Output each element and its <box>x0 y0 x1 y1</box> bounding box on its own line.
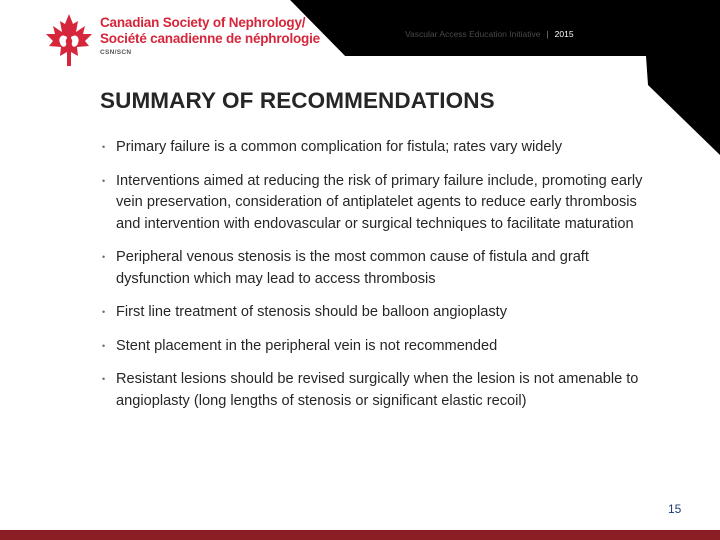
slide-title: SUMMARY OF RECOMMENDATIONS <box>100 88 495 113</box>
footer-bar <box>0 530 720 540</box>
org-abbreviation: CSN/SCN <box>100 49 132 56</box>
list-item <box>100 171 660 236</box>
bullet-marker: • <box>102 142 106 152</box>
header-initiative <box>405 29 574 39</box>
list-item <box>100 369 660 412</box>
initiative-label: Vascular Access Education Initiative <box>405 29 541 39</box>
bullet-marker: • <box>102 307 106 317</box>
list-item <box>100 137 660 159</box>
list-item <box>100 247 660 290</box>
org-name-english: Canadian Society of Nephrology/ <box>100 15 306 30</box>
recommendations-list <box>100 137 660 424</box>
list-item <box>100 336 660 358</box>
bullet-text: Peripheral venous stenosis is the most common cause of fistula and graft dysfunction which may lead to access thrombosis <box>116 249 589 287</box>
bullet-marker: • <box>102 252 106 262</box>
header-separator: | <box>546 29 549 39</box>
bullet-marker: • <box>102 340 106 351</box>
bullet-text: Resistant lesions should be revised surgically when the lesion is not amenable to angioplasty (long lengths of stenosis or significant elastic recoil) <box>116 371 639 409</box>
bullet-text: Stent placement in the peripheral vein is not recommended <box>116 337 498 354</box>
org-name-french: Société canadienne de néphrologie <box>100 31 320 46</box>
bullet-text: First line treatment of stenosis should be balloon angioplasty <box>116 304 508 320</box>
bullet-text: Interventions aimed at reducing the risk of primary failure include, promoting early vein preservation, consideration of antiplatelet agents to reduce early thrombosis and intervention with endovascular or surgical techniques to facilitate maturation <box>116 172 643 232</box>
list-item <box>100 302 660 324</box>
bullet-marker: • <box>102 374 106 384</box>
header-year: 2015 <box>554 29 574 39</box>
bullet-marker: • <box>102 175 106 186</box>
maple-leaf-kidney-icon <box>44 12 94 68</box>
bullet-text: Primary failure is a common complication for fistula; rates vary widely <box>116 139 563 155</box>
page-number: 15 <box>668 502 682 516</box>
